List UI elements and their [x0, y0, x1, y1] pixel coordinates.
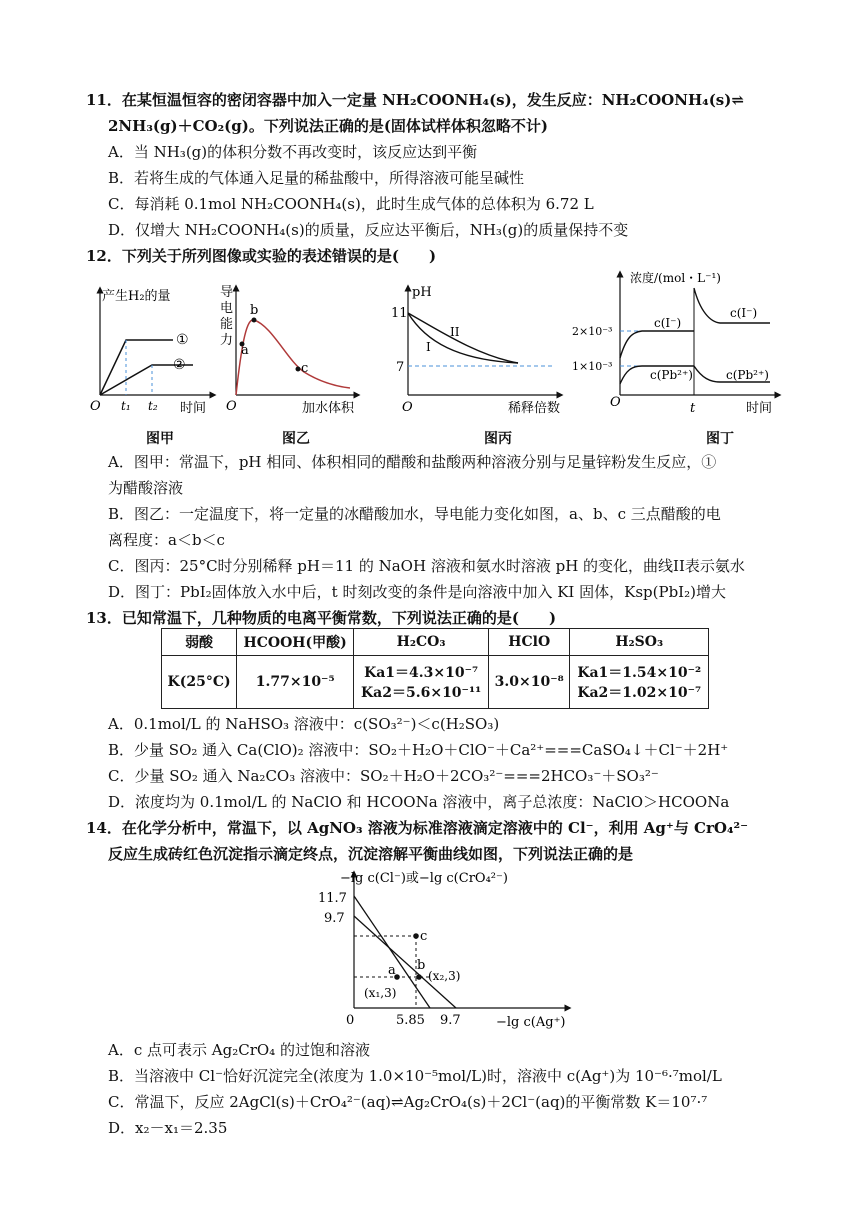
q14-ytick-11-7: 11.7	[318, 891, 347, 906]
ding-y1: 1×10⁻³	[572, 360, 613, 373]
jia-origin: O	[90, 399, 101, 414]
ding-caption: 图丁	[706, 431, 734, 447]
bing-ylabel: pH	[412, 285, 432, 300]
q11-option-d: D．仅增大 NH₂COONH₄(s)的质量，反应达平衡后，NH₃(g)的质量保持不变	[108, 221, 629, 239]
th-h2so3: H₂SO₃	[570, 629, 709, 656]
q14-point-b: b	[417, 958, 426, 973]
figure-yi	[212, 280, 367, 420]
q14-point-c: c	[420, 929, 428, 944]
h2co3-ka2: Ka2＝5.6×10⁻¹¹	[361, 685, 482, 701]
q12-option-a-line2: 为醋酸溶液	[108, 479, 184, 497]
yi-point-b: b	[250, 303, 259, 318]
figure-jia	[88, 280, 218, 420]
td-hcooh: 1.77×10⁻⁵	[237, 656, 354, 709]
q14-p2: (x₂,3)	[428, 969, 461, 983]
q11-option-a: A．当 NH₃(g)的体积分数不再改变时，该反应达到平衡	[108, 143, 478, 161]
bing-y11: 11	[391, 306, 408, 321]
q12-option-a-line1: A．图甲：常温下，pH 相同、体积相同的醋酸和盐酸两种溶液分别与足量锌粉发生反应，①	[108, 453, 717, 471]
q14-option-a: A．c 点可表示 Ag₂CrO₄ 的过饱和溶液	[108, 1041, 370, 1059]
bing-label-I: I	[426, 340, 431, 354]
figure-q14	[318, 864, 578, 1034]
q14-option-b: B．当溶液中 Cl⁻恰好沉淀完全(浓度为 1.0×10⁻⁵mol/L)时，溶液中 c(Ag⁺)为 10⁻⁶·⁷mol/L	[108, 1067, 722, 1085]
th-hcooh: HCOOH(甲酸)	[237, 629, 354, 656]
yi-point-c: c	[301, 361, 309, 376]
ka-table-header	[162, 629, 709, 656]
conductivity-curve	[236, 320, 350, 395]
ka-table	[161, 628, 709, 709]
bing-xlabel: 稀释倍数	[508, 401, 561, 416]
h2so3-ka1: Ka1＝1.54×10⁻²	[577, 665, 702, 681]
h2so3-ka2: Ka2＝1.02×10⁻⁷	[577, 685, 702, 701]
curve-II	[408, 313, 518, 363]
q12-option-c: C．图丙：25°C时分别稀释 pH＝11 的 NaOH 溶液和氨水时溶液 pH 的变化，曲线II表示氨水	[108, 557, 745, 575]
q14-stem-line2: 反应生成砖红色沉淀指示滴定终点，沉淀溶解平衡曲线如图，下列说法正确的是	[108, 845, 634, 863]
th-hclo: HClO	[488, 629, 569, 656]
ding-ci-before: c(I⁻)	[654, 316, 682, 330]
q14-ylabel: −lg c(Cl⁻)或−lg c(CrO₄²⁻)	[340, 871, 508, 886]
q12-option-d: D．图丁：PbI₂固体放入水中后，t 时刻改变的条件是向溶液中加入 KI 固体，Ksp(PbI₂)增大	[108, 583, 726, 601]
q14-xtick-5-85: 5.85	[396, 1013, 425, 1028]
td-k-label: K(25°C)	[162, 656, 237, 709]
ding-cpb-after: c(Pb²⁺)	[726, 368, 769, 382]
q13-option-a: A．0.1mol/L 的 NaHSO₃ 溶液中：c(SO₃²⁻)＜c(H₂SO₃)	[108, 715, 500, 733]
yi-point-a: a	[241, 343, 249, 358]
ding-t: t	[690, 401, 696, 416]
q14-origin: 0	[346, 1013, 355, 1028]
q13-option-b: B．少量 SO₂ 通入 Ca(ClO)₂ 溶液中：SO₂＋H₂O＋ClO⁻＋Ca²⁺===CaSO₄↓＋Cl⁻＋2H⁺	[108, 741, 729, 759]
q12-option-b-line1: B．图乙：一定温度下，将一定量的冰醋酸加水，导电能力变化如图，a、b、c 三点醋酸的电	[108, 505, 721, 523]
q11-stem-line2: 2NH₃(g)＋CO₂(g)。下列说法正确的是(固体试样体积忽略不计)	[108, 117, 549, 135]
bing-label-II: II	[450, 325, 460, 339]
jia-t1: t₁	[121, 399, 131, 413]
ding-y2: 2×10⁻³	[572, 325, 613, 338]
jia-t2: t₂	[148, 399, 158, 413]
yi-caption: 图乙	[282, 431, 310, 447]
q14-xlabel: −lg c(Ag⁺)	[496, 1015, 566, 1030]
yi-origin: O	[226, 399, 237, 414]
q13-stem: 13．已知常温下，几种物质的电离平衡常数，下列说法正确的是( )	[86, 609, 557, 627]
q14-option-c: C．常温下，反应 2AgCl(s)＋CrO₄²⁻(aq)⇌Ag₂CrO₄(s)＋2Cl⁻(aq)的平衡常数 K＝10⁷·⁷	[108, 1093, 708, 1111]
curve-I	[408, 313, 518, 363]
td-h2co3	[354, 656, 489, 709]
jia-xlabel: 时间	[180, 401, 207, 416]
ka-table-row	[162, 656, 709, 709]
ding-xlabel: 时间	[746, 401, 773, 416]
yi-xlabel: 加水体积	[302, 401, 355, 416]
td-hclo: 3.0×10⁻⁸	[488, 656, 569, 709]
th-h2co3: H₂CO₃	[354, 629, 489, 656]
q13-option-d: D．浓度均为 0.1mol/L 的 NaClO 和 HCOONa 溶液中，离子总浓度：NaClO＞HCOONa	[108, 793, 730, 811]
jia-caption: 图甲	[146, 431, 174, 447]
yi-ylabel-2: 电	[220, 301, 234, 316]
q11-option-c: C．每消耗 0.1mol NH₂COONH₄(s)，此时生成气体的总体积为 6.72 L	[108, 195, 594, 213]
yi-ylabel-4: 力	[220, 333, 234, 348]
h2co3-ka1: Ka1＝4.3×10⁻⁷	[364, 665, 479, 681]
td-h2so3	[570, 656, 709, 709]
ding-origin: O	[610, 395, 621, 410]
figure-bing	[388, 280, 568, 420]
curve-1	[100, 340, 173, 395]
th-acid: 弱酸	[162, 629, 237, 656]
jia-mark-1: ①	[176, 332, 189, 348]
q11-stem-line1: 11．在某恒温恒容的密闭容器中加入一定量 NH₂COONH₄(s)，发生反应：NH₂COONH₄(s)⇌	[86, 91, 744, 109]
bing-y7: 7	[396, 360, 405, 375]
q14-xtick-9-7: 9.7	[440, 1013, 461, 1028]
q14-ytick-9-7: 9.7	[324, 911, 345, 926]
ding-ci-after: c(I⁻)	[730, 306, 758, 320]
ci-before	[620, 331, 694, 358]
bing-caption: 图丙	[484, 431, 512, 447]
ding-ylabel: 浓度/(mol・L⁻¹)	[630, 271, 721, 285]
q11-option-b: B．若将生成的气体通入足量的稀盐酸中，所得溶液可能呈碱性	[108, 169, 525, 187]
figure-ding	[570, 266, 785, 420]
bing-origin: O	[402, 400, 413, 415]
q12-stem: 12．下列关于所列图像或实验的表述错误的是( )	[86, 247, 437, 265]
jia-mark-2: ②	[173, 357, 186, 373]
q14-p1: (x₁,3)	[364, 986, 397, 1000]
q13-option-c: C．少量 SO₂ 通入 Na₂CO₃ 溶液中：SO₂＋H₂O＋2CO₃²⁻===2HCO₃⁻＋SO₃²⁻	[108, 767, 659, 785]
q14-stem-line1: 14．在化学分析中，常温下，以 AgNO₃ 溶液为标准溶液滴定溶液中的 Cl⁻，利用 Ag⁺与 CrO₄²⁻	[86, 819, 749, 837]
yi-ylabel-3: 能	[220, 317, 234, 332]
yi-ylabel-1: 导	[220, 285, 234, 300]
q12-option-b-line2: 离程度：a＜b＜c	[108, 531, 225, 549]
q14-point-a: a	[388, 963, 396, 978]
jia-ylabel: 产生H₂的量	[102, 289, 171, 304]
ding-cpb-before: c(Pb²⁺)	[650, 368, 693, 382]
q14-option-d: D．x₂－x₁＝2.35	[108, 1119, 228, 1137]
